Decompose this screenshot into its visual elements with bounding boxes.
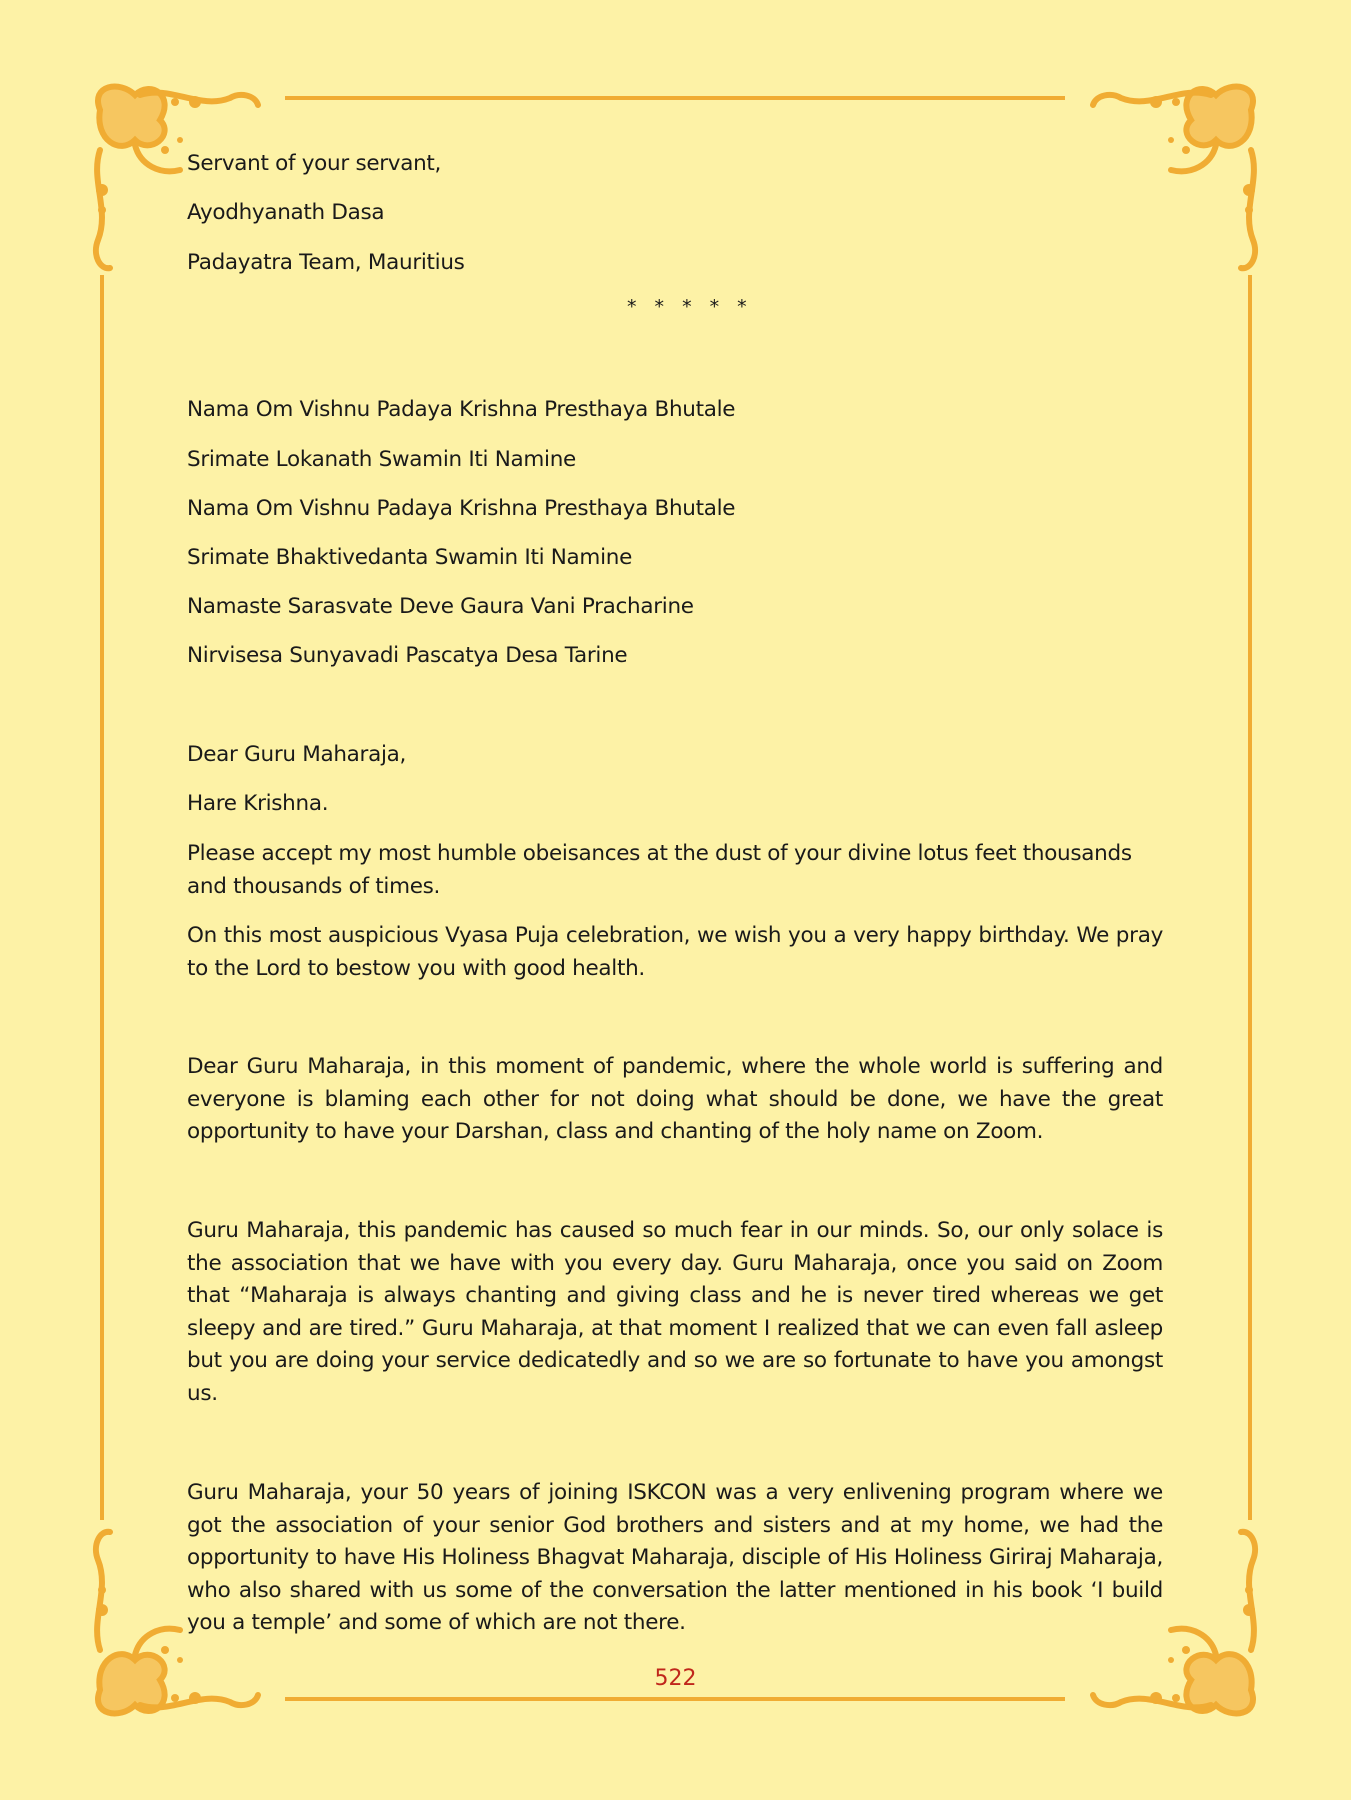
ornament-top-right-icon (1071, 80, 1271, 280)
border-bottom-line (285, 1697, 1065, 1701)
signature-name: Ayodhyanath Dasa (187, 200, 385, 225)
prayer-line: Srimate Bhaktivedanta Swamin Iti Namine (187, 545, 633, 570)
signature-closing: Servant of your servant, (187, 151, 442, 176)
letter-paragraph: Guru Maharaja, your 50 years of joining ISKCON was a very enlivening program where we got the association of your senior God brothers and sisters and at my home, we had the opportunity to have His Holiness Bhagvat Maharaja, disciple of His Holiness Giriraj Maharaja, who also shared with us some of the conversation the latter mentioned in his book ‘I build you a temple’ and some of which are not there. (187, 1480, 1163, 1635)
section-separator: * * * * * (627, 296, 753, 318)
prayer-line: Nirvisesa Sunyavadi Pascatya Desa Tarine (187, 643, 628, 668)
border-top-line (285, 96, 1065, 100)
letter-greeting: Hare Krishna. (187, 791, 329, 816)
prayer-line: Nama Om Vishnu Padaya Krishna Presthaya Bhutale (187, 496, 736, 521)
letter-paragraph: On this most auspicious Vyasa Puja celebration, we wish you a very happy birthday. We pray to the Lord to bestow you with good health. (187, 923, 1163, 981)
letter-paragraph: Guru Maharaja, this pandemic has caused so much fear in our minds. So, our only solace is the association that we have with you every day. Guru Maharaja, once you said on Zoom that “Maharaja is always chanting and giving class and he is never tired whereas we get sleepy and are tired.” Guru Maharaja, at that moment I realized that we can even fall asleep but you are doing your service dedicatedly and so we are so fortunate to have you amongst us. (187, 1218, 1163, 1406)
signature-team: Padayatra Team, Mauritius (187, 250, 465, 275)
letter-salutation: Dear Guru Maharaja, (187, 742, 407, 767)
letter-paragraph: Please accept my most humble obeisances at the dust of your divine lotus feet thousands and thousands of times. (187, 841, 1132, 899)
border-right-line (1248, 275, 1252, 1520)
prayer-line: Nama Om Vishnu Padaya Krishna Presthaya Bhutale (187, 397, 736, 422)
letter-paragraph: Dear Guru Maharaja, in this moment of pandemic, where the whole world is suffering and everyone is blaming each other for not doing what should be done, we have the great opportunity to have your Darshan, class and chanting of the holy name on Zoom. (187, 1054, 1163, 1144)
prayer-line: Namaste Sarasvate Deve Gaura Vani Pracharine (187, 594, 694, 619)
prayer-line: Srimate Lokanath Swamin Iti Namine (187, 447, 576, 472)
page-number: 522 (654, 1666, 697, 1691)
border-left-line (100, 275, 104, 1520)
